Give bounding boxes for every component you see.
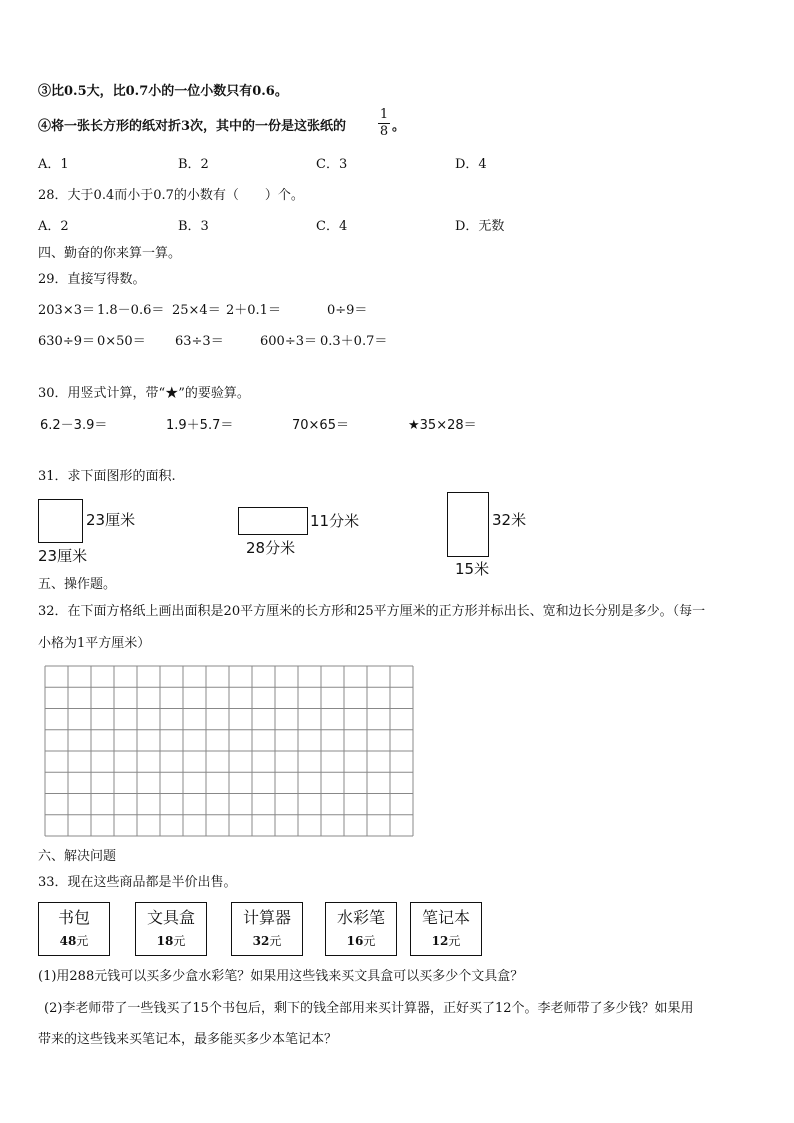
square-shape: [38, 499, 83, 543]
q29-item: 600÷3＝: [260, 334, 317, 349]
q29-item: 0×50＝: [97, 334, 146, 349]
rectangle-shape: [238, 507, 308, 535]
section-4-heading: 四、勤奋的你来算一算。: [38, 246, 182, 261]
q29-item: 63÷3＝: [175, 334, 224, 349]
q29-item: 25×4＝: [172, 303, 221, 318]
goods-price: 16元: [346, 934, 376, 948]
goods-name: 文具盒: [146, 908, 195, 927]
goods-name: 水彩笔: [336, 908, 385, 927]
q30-item: 6.2－3.9＝: [40, 418, 108, 433]
square-bottom-label: 23厘米: [38, 547, 88, 565]
q28-option-c[interactable]: C．4: [316, 219, 348, 234]
q30-item-starred: ★35×28＝: [408, 418, 477, 433]
q33-part2-line2: 带来的这些钱来买笔记本，最多能买多少本笔记本？: [38, 1032, 338, 1047]
q29-item: 0.3＋0.7＝: [320, 334, 388, 349]
goods-card-schoolbag: [38, 902, 110, 956]
q27-option-c[interactable]: C．3: [316, 157, 348, 172]
q30-title: 30．用竖式计算，带“★”的要验算。: [38, 386, 250, 401]
q27-option-b[interactable]: B．2: [178, 157, 209, 172]
rectangle-bottom-label: 28分米: [246, 539, 296, 557]
q27-statement-4: ④将一张长方形的纸对折3次，其中的一份是这张纸的: [38, 119, 347, 134]
tall-rectangle-side-label: 32米: [492, 511, 527, 529]
goods-price: 12元: [431, 934, 461, 948]
fraction-one-eighth: [378, 108, 390, 139]
q33-part2-line1: (2)李老师带了一些钱买了15个书包后，剩下的钱全部用来买计算器，正好买了12个。李老师带了多少钱？如果用: [44, 1001, 694, 1016]
q29-item: 1.8－0.6＝: [97, 303, 165, 318]
q29-item: 0÷9＝: [327, 303, 368, 318]
goods-card-watercolor-pens: [325, 902, 397, 956]
goods-price: 18元: [156, 934, 186, 948]
q28-option-a[interactable]: A．2: [38, 219, 69, 234]
goods-name: 计算器: [242, 908, 291, 927]
goods-name: 笔记本: [421, 908, 470, 927]
goods-card-calculator: [231, 902, 303, 956]
q27-option-d[interactable]: D．4: [455, 157, 487, 172]
q33-part1: (1)用288元钱可以买多少盒水彩笔？如果用这些钱来买文具盒可以买多少个文具盒？: [38, 969, 524, 984]
q27-statement-3: ③比0.5大，比0.7小的一位小数只有0.6。: [38, 84, 288, 99]
q28-text: 28．大于0.4而小于0.7的小数有（ ）个。: [38, 188, 304, 203]
q30-item: 70×65＝: [292, 418, 349, 433]
goods-card-pencil-box: [135, 902, 207, 956]
q29-item: 203×3＝: [38, 303, 95, 318]
tall-rectangle-shape: [447, 492, 489, 557]
goods-card-notebook: [410, 902, 482, 956]
q29-item: 630÷9＝: [38, 334, 95, 349]
q32-text-line1: 32．在下面方格纸上画出面积是20平方厘米的长方形和25平方厘米的正方形并标出长、宽和边长分别是多少。（每一: [38, 604, 706, 619]
q33-title: 33．现在这些商品都是半价出售。: [38, 875, 237, 890]
q27-option-a[interactable]: A．1: [38, 157, 69, 172]
q27-statement-4-end: 。: [392, 119, 406, 134]
q29-item: 2＋0.1＝: [226, 303, 281, 318]
fraction-denominator: 8: [379, 124, 389, 139]
section-6-heading: 六、解决问题: [38, 849, 117, 864]
tall-rectangle-bottom-label: 15米: [455, 560, 490, 578]
goods-name: 书包: [57, 908, 90, 927]
q30-item: 1.9＋5.7＝: [166, 418, 234, 433]
rectangle-side-label: 11分米: [310, 512, 360, 530]
q32-text-line2: 小格为1平方厘米）: [38, 636, 151, 651]
section-5-heading: 五、操作题。: [38, 577, 117, 592]
goods-price: 48元: [59, 934, 89, 948]
q28-option-d[interactable]: D．无数: [455, 219, 505, 234]
square-grid-paper[interactable]: [44, 665, 414, 837]
fraction-numerator: 1: [379, 107, 389, 122]
goods-price: 32元: [252, 934, 282, 948]
q29-title: 29．直接写得数。: [38, 272, 146, 287]
square-side-label: 23厘米: [86, 511, 136, 529]
q28-option-b[interactable]: B．3: [178, 219, 209, 234]
q31-title: 31．求下面图形的面积.: [38, 469, 176, 484]
